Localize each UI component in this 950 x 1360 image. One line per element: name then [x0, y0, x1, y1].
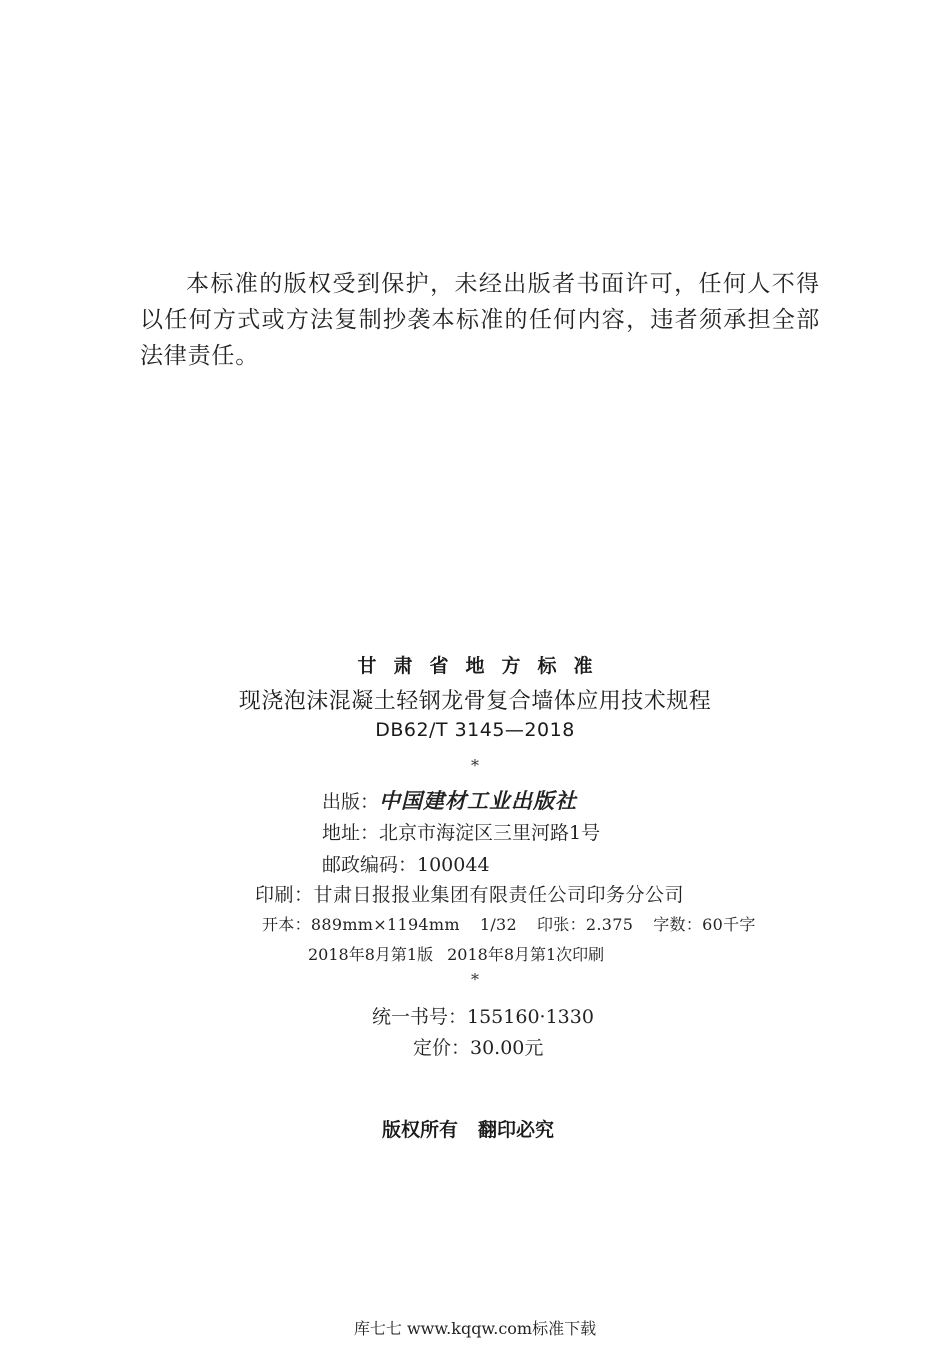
printing: 2018年8月第1次印刷	[447, 945, 605, 964]
publisher-address: 地址：北京市海淀区三里河路1号	[322, 822, 601, 844]
postcode: 邮政编码：100044	[322, 854, 490, 876]
standard-title: 现浇泡沫混凝土轻钢龙骨复合墙体应用技术规程	[238, 689, 712, 714]
printed-sheets: 印张：2.375	[537, 915, 634, 934]
standard-series: 甘肃省地方标准	[357, 655, 610, 677]
book-folio: 1/32	[479, 915, 517, 934]
publisher-name: 中国建材工业出版社	[379, 788, 578, 813]
piracy-warning: 翻印必究	[478, 1119, 555, 1141]
unified-book-number: 统一书号：155160·1330	[372, 1006, 594, 1028]
publisher-label: 出版：	[322, 791, 380, 813]
book-format: 开本：889mm×1194mm	[262, 915, 460, 934]
edition-info	[308, 942, 604, 965]
rights-reserved: 版权所有	[382, 1119, 459, 1141]
separator-star: *	[471, 970, 479, 989]
separator-star: *	[471, 756, 479, 775]
word-count: 字数：60千字	[653, 915, 756, 934]
standard-number: DB62/T 3145—2018	[375, 719, 575, 741]
rights-statement	[382, 1115, 554, 1142]
download-watermark: 库七七 www.kqqw.com标准下载	[353, 1319, 597, 1338]
publisher-line	[322, 785, 577, 815]
book-specs	[262, 912, 756, 935]
edition: 2018年8月第1版	[308, 945, 434, 964]
copyright-notice: 本标准的版权受到保护，未经出版者书面许可，任何人不得以任何方式或方法复制抄袭本标准的任何内容，违者须承担全部法律责任。	[140, 271, 820, 369]
price: 定价：30.00元	[413, 1037, 544, 1059]
printer: 印刷：甘肃日报报业集团有限责任公司印务分公司	[255, 884, 685, 906]
